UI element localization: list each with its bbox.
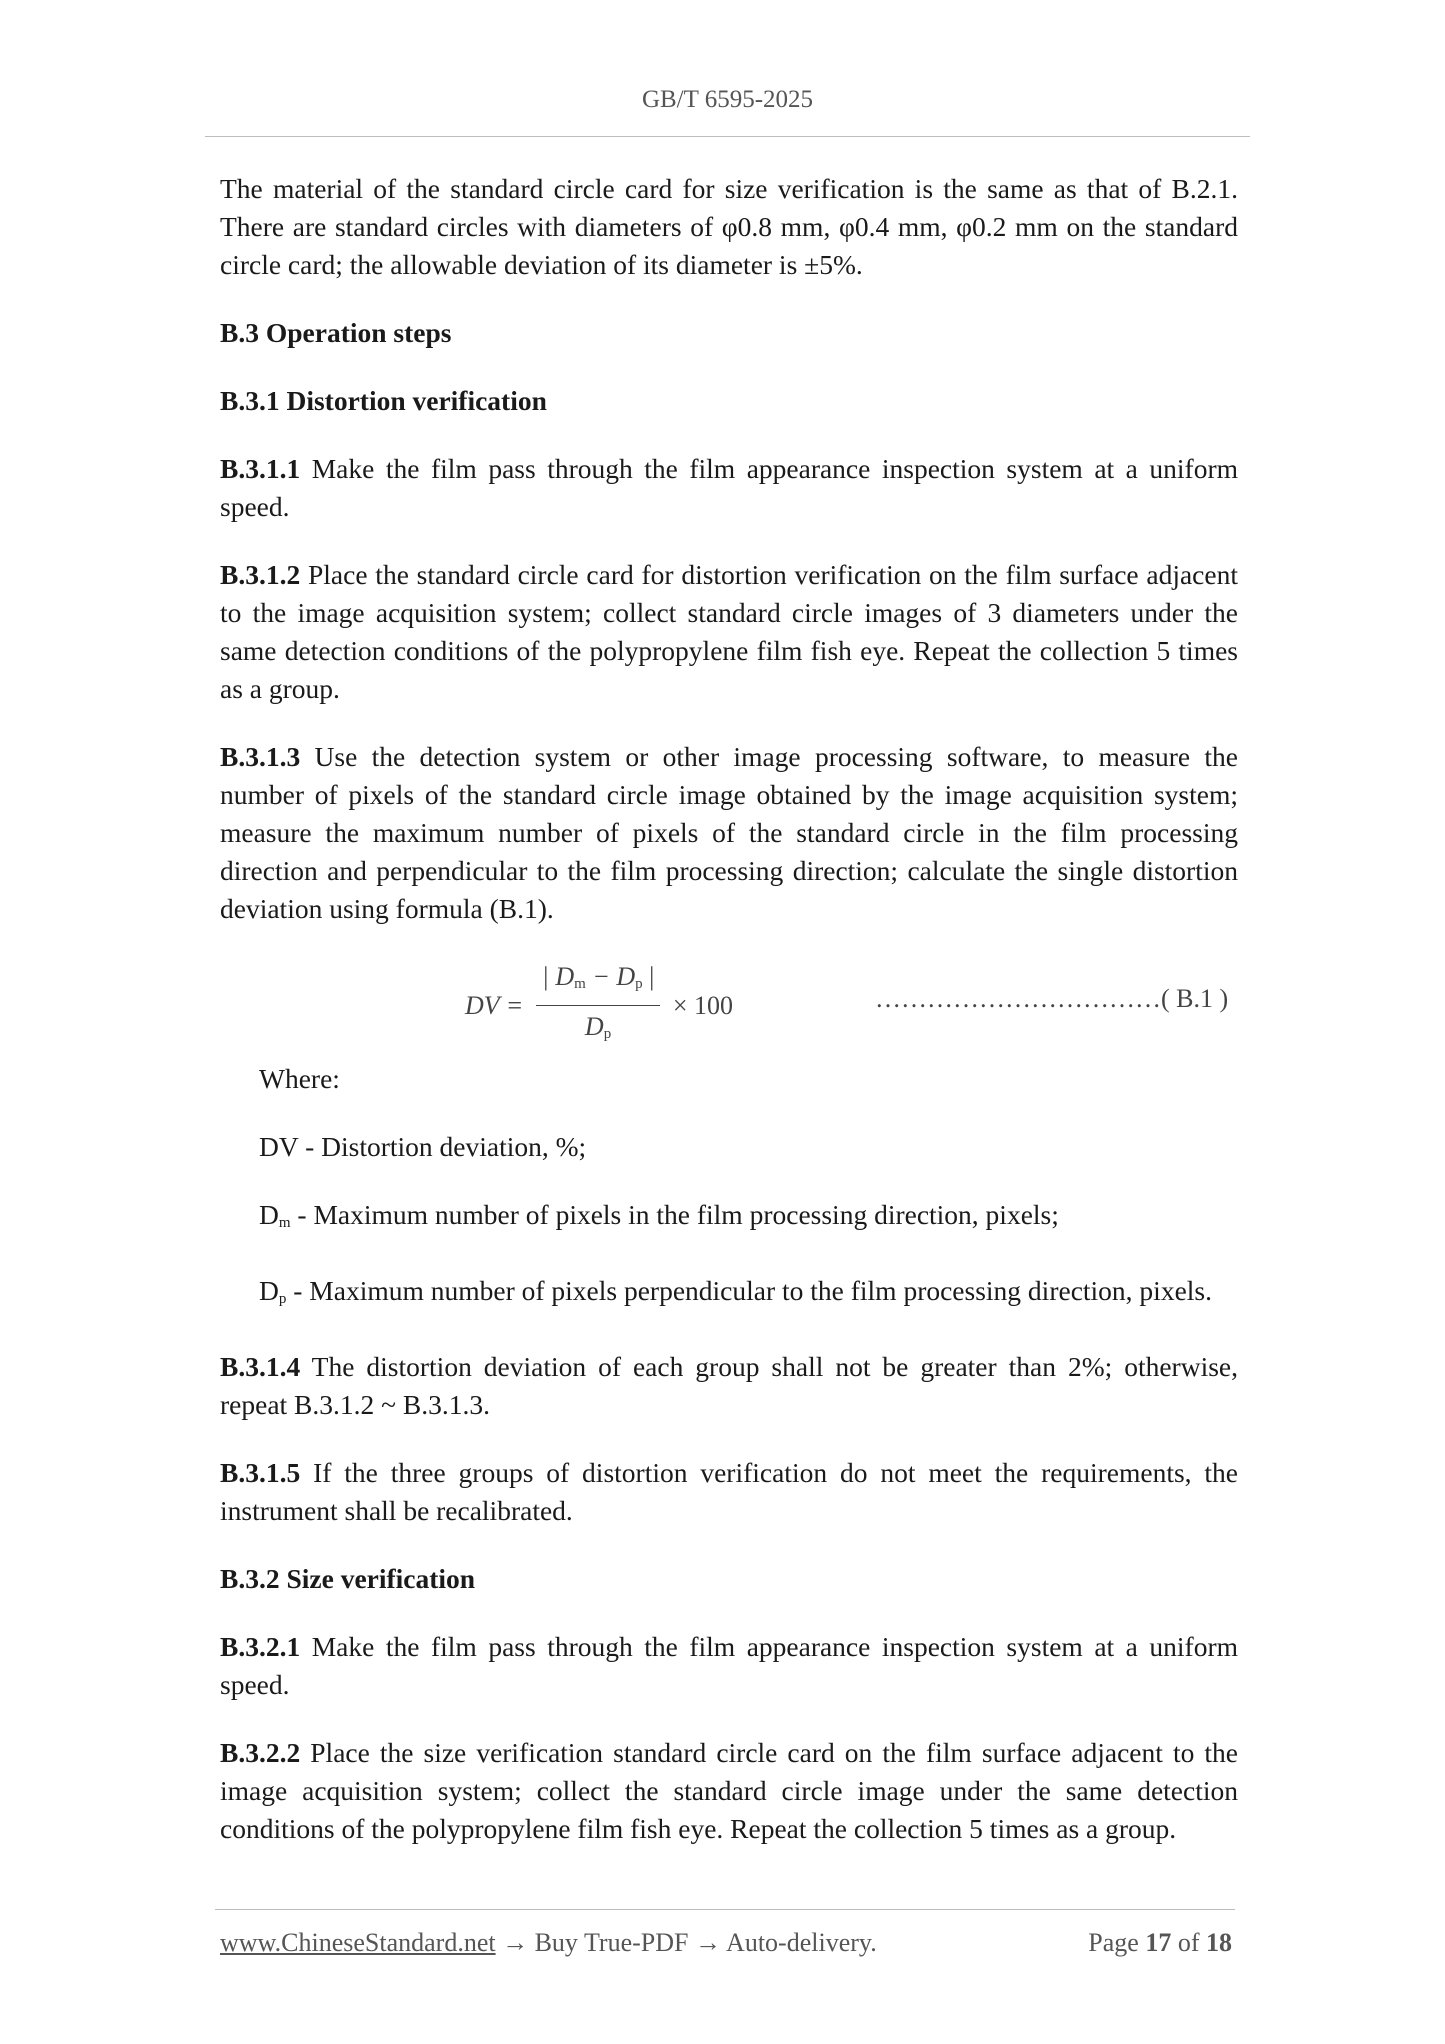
where-label: Where: xyxy=(259,1063,340,1094)
clause-number: B.3.1.1 xyxy=(220,453,301,484)
clause-b3-1-2 xyxy=(220,556,1238,708)
page-header: GB/T 6595-2025 xyxy=(641,86,814,113)
clause-b3-1-5 xyxy=(220,1454,1238,1530)
clause-number: B.3.1.4 xyxy=(220,1351,301,1382)
total-pages: 18 xyxy=(1206,1928,1232,1957)
clause-text: The distortion deviation of each group shall not be greater than 2%; otherwise, repeat B.3.1.2 ~ B.3.1.3. xyxy=(220,1351,1238,1420)
clause-text: Make the film pass through the film appearance inspection system at a uniform speed. xyxy=(220,453,1238,522)
formula-multiplier: × 100 xyxy=(672,990,734,1020)
clause-number: B.3.1.3 xyxy=(220,741,301,772)
formula-b1 xyxy=(220,958,1238,1042)
definition-dm: $D_m$ - Maximum number of pixels in the film processing direction, pixels; xyxy=(259,1199,1059,1231)
heading-b3: B.3 Operation steps xyxy=(220,317,452,348)
page-indicator: Page 17 of 18 xyxy=(1088,1928,1232,1957)
footer-promo xyxy=(220,1928,877,1958)
current-page: 17 xyxy=(1145,1928,1172,1957)
formula-lhs: DV = xyxy=(465,990,524,1020)
clause-number: B.3.2.2 xyxy=(220,1737,301,1768)
paragraph-size-card: The material of the standard circle card for size verification is the same as that of B.2.1. There are standard circles with diameters of φ0.8 mm, φ0.4 mm, φ0.2 mm on the standard circle card; the allowable deviation of its diameter is ±5%. xyxy=(220,173,1238,280)
definition-dv: DV - Distortion deviation, %; xyxy=(259,1131,587,1162)
header-divider xyxy=(205,136,1250,137)
definition-dp: $D_p$ - Maximum number of pixels perpendicular to the film processing direction, pixels. xyxy=(259,1275,1212,1307)
clause-number: B.3.1.2 xyxy=(220,559,301,590)
clause-text: If the three groups of distortion verification do not meet the requirements, the instrument shall be recalibrated. xyxy=(220,1457,1238,1526)
clause-number: B.3.2.1 xyxy=(220,1631,301,1662)
footer-divider xyxy=(215,1909,1235,1910)
formula-expression xyxy=(465,958,733,1053)
formula-number: ……………………………( B.1 ) xyxy=(875,984,1229,1013)
clause-b3-2-1 xyxy=(220,1628,1238,1704)
clause-text: Use the detection system or other image processing software, to measure the number of pixels of the standard circle image obtained by the image acquisition system; measure the maximum number of pixels of the standard circle in the film processing direction and perpendicular to the film processing direction; calculate the single distortion deviation using formula (B.1). xyxy=(220,741,1238,924)
footer-promo-text: → Buy True-PDF → Auto-delivery. xyxy=(495,1928,877,1957)
clause-b3-2-2 xyxy=(220,1734,1238,1848)
clause-b3-1-4 xyxy=(220,1348,1238,1424)
heading-b3-2: B.3.2 Size verification xyxy=(220,1563,476,1594)
clause-b3-1-1 xyxy=(220,450,1238,526)
formula-denominator: $D_p$ xyxy=(584,1012,612,1042)
clause-b3-1-3 xyxy=(220,738,1238,928)
formula-numerator: | $D_m - D_p$ | xyxy=(536,958,661,1006)
clause-text: Make the film pass through the film appearance inspection system at a uniform speed. xyxy=(220,1631,1238,1700)
clause-text: Place the size verification standard circle card on the film surface adjacent to the image acquisition system; collect the standard circle image under the same detection conditions of the polypropylene film fish eye. Repeat the collection 5 times as a group. xyxy=(220,1737,1238,1844)
heading-b3-1: B.3.1 Distortion verification xyxy=(220,385,547,416)
document-body xyxy=(220,170,1238,1878)
formula-fraction xyxy=(536,958,661,1053)
clause-number: B.3.1.5 xyxy=(220,1457,301,1488)
clause-text: Place the standard circle card for distortion verification on the film surface adjacent to the image acquisition system; collect standard circle images of 3 diameters under the same detection conditions of the polypropylene film fish eye. Repeat the collection 5 times as a group. xyxy=(220,559,1238,704)
website-link[interactable]: www.ChineseStandard.net xyxy=(220,1928,496,1957)
